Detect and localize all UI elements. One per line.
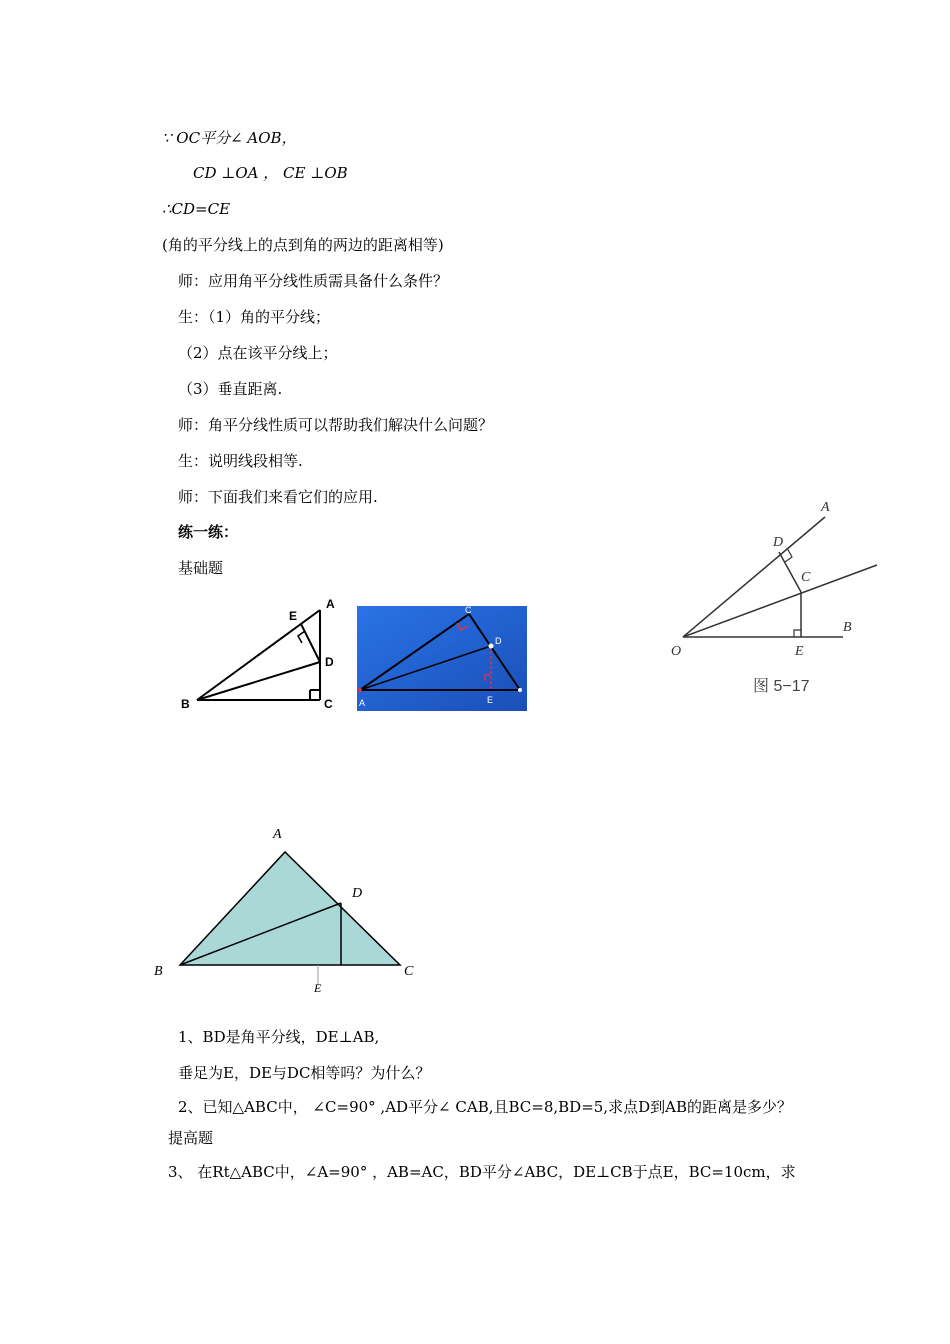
fig4-label-c: C [404, 964, 414, 979]
text-line-teacher-q2: 师：角平分线性质可以帮助我们解决什么问题？ [178, 416, 494, 434]
exercise-2: 2、已知△ABC中， ∠C=90° ,AD平分∠ CAB,且BC=8,BD=5,求点D到AB的距离是多少？ [178, 1098, 792, 1116]
fig2-label-d: D [495, 636, 502, 646]
exercise-1-line-1: 1、BD是角平分线，DE⊥AB, [178, 1028, 380, 1046]
text-line-condition-2: （2）点在该平分线上； [178, 344, 338, 362]
exercise-1-line-2: 垂足为E，DE与DC相等吗？为什么？ [178, 1064, 431, 1082]
fig1-label-e: E [289, 609, 298, 623]
fig1-label-c: C [324, 697, 333, 711]
fig1-label-b: B [181, 697, 190, 711]
fig4-label-a: A [273, 827, 282, 842]
text-line-student-a2: 生：说明线段相等. [178, 452, 303, 470]
fig4-label-b: B [154, 964, 163, 979]
fig2-label-a: A [359, 698, 366, 708]
text-line-teacher-3: 师：下面我们来看它们的应用. [178, 488, 378, 506]
fig3-label-e: E [795, 644, 804, 659]
figure-triangle-bisector [175, 590, 345, 715]
fig3-label-c: C [801, 570, 811, 585]
text-line-student-a1: 生：（1）角的平分线； [178, 308, 331, 326]
fig1-label-a: A [326, 597, 335, 611]
section-heading-advanced: 提高题 [168, 1129, 214, 1147]
fig1-label-d: D [325, 655, 334, 669]
exercise-3: 3、 在Rt△ABC中，∠A=90° ，AB=AC，BD平分∠ABC，DE⊥CB于点E，BC=10cm，求 [168, 1163, 796, 1181]
text-line-conclusion: ∴CD=CE [162, 200, 231, 218]
section-heading-basic: 基础题 [178, 559, 224, 577]
section-heading-practice: 练一练： [178, 523, 239, 541]
text-line-perpendiculars: CD ⊥OA ， CE ⊥OB [193, 164, 348, 182]
fig3-label-a: A [821, 500, 830, 515]
text-line-reason: (角的平分线上的点到角的两边的距离相等) [162, 236, 444, 254]
text-line-condition-3: （3）垂直距离. [178, 380, 283, 398]
fig3-label-o: O [671, 644, 682, 659]
fig3-caption: 图 5−17 [753, 678, 810, 695]
fig2-label-c: C [465, 606, 472, 615]
fig4-label-d: D [352, 886, 363, 901]
fig4-label-e: E [314, 981, 322, 995]
fig2-label-e: E [487, 695, 494, 705]
figure-blue-slide [357, 606, 527, 711]
text-line-given: ∵ OC平分∠ AOB， [162, 129, 297, 147]
fig3-label-d: D [773, 535, 784, 550]
figure-angle-5-17 [665, 495, 880, 700]
fig3-label-b: B [843, 620, 852, 635]
text-line-teacher-q1: 师：应用角平分线性质需具备什么条件？ [178, 272, 449, 290]
figure-teal-triangle [148, 820, 423, 995]
